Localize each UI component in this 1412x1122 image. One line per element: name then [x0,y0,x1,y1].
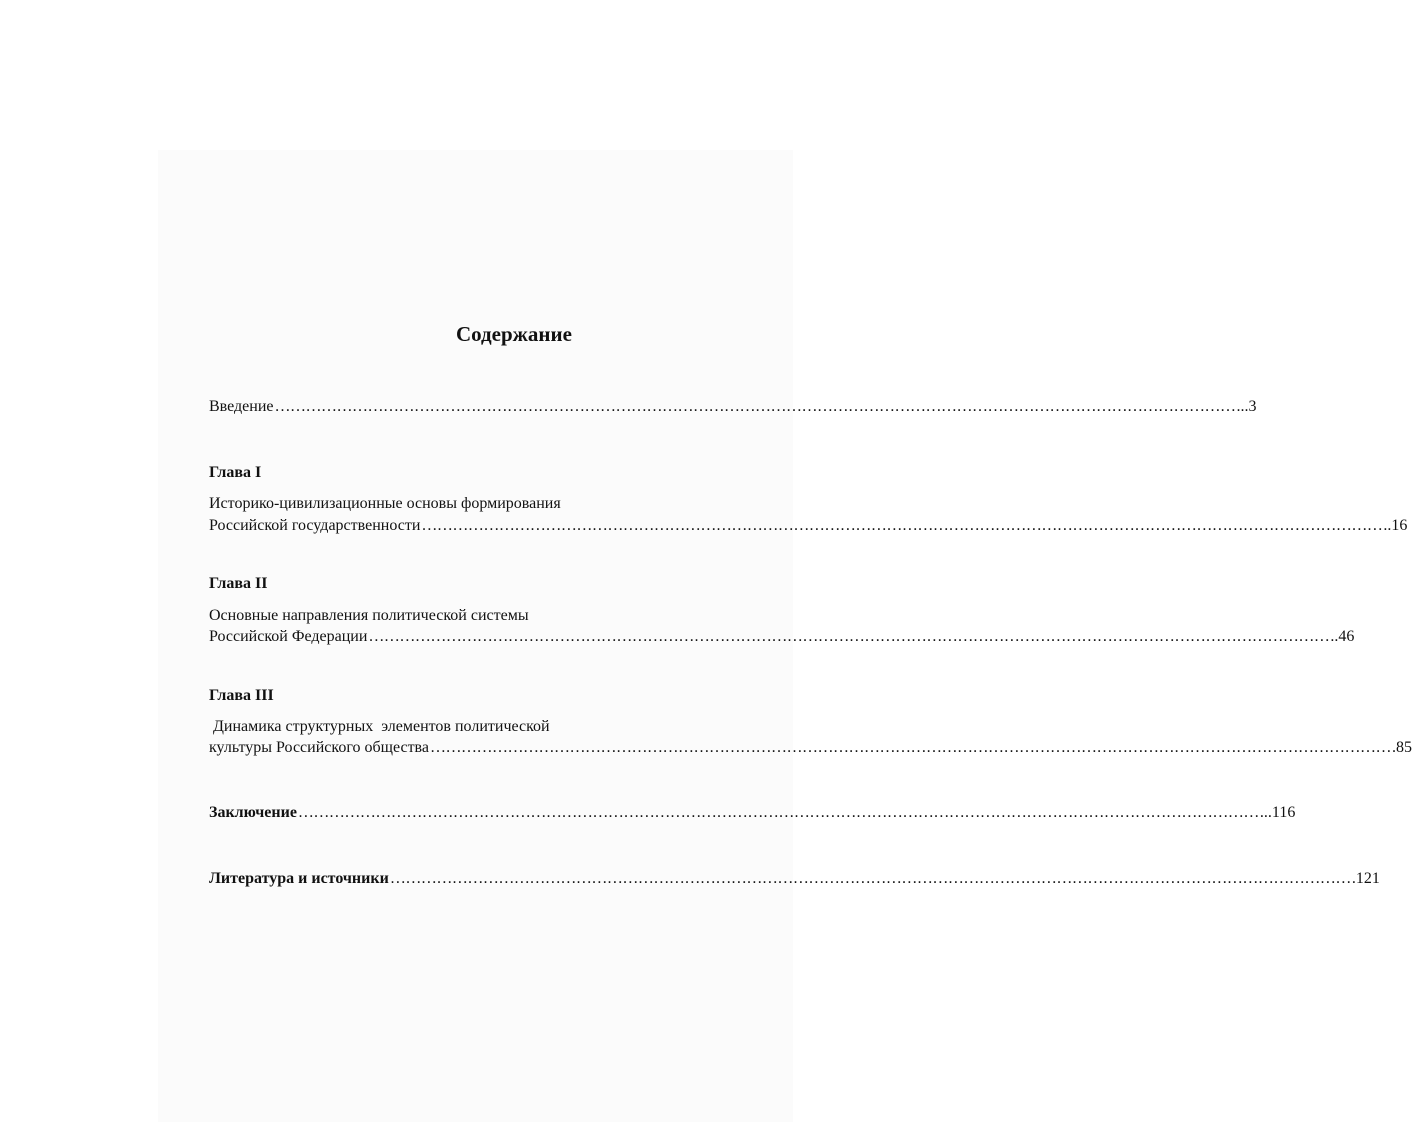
chapter1-title-line2: Российской государственности [209,517,421,534]
chapter2-page: ..46 [1330,628,1355,645]
dot-leader [430,737,1391,759]
chapter3-page: .85 [1392,739,1412,756]
dot-leader [390,868,1351,890]
dot-leader [298,802,1259,824]
dot-leader [368,626,1329,648]
chapter2-title-line1: Основные направления политической системы [209,607,529,624]
toc-entry-conclusion [209,802,1296,824]
chapter1-heading: Глава I [209,464,262,481]
toc-conclusion-page: ...116 [1259,804,1296,821]
toc-intro-page: ...3 [1236,398,1257,415]
toc-entry-chapter2 [209,626,1355,648]
dot-leader [421,515,1382,537]
toc-intro-label: Введение [209,398,274,415]
chapter3-title-line1: Динамика структурных элементов политической [209,718,550,735]
chapter3-heading: Глава III [209,687,274,704]
toc-conclusion-label: Заключение [209,804,297,821]
toc-entry-chapter1 [209,515,1408,537]
toc-entry-literature [209,868,1380,890]
table-of-contents [209,0,1412,1122]
page-title: Содержание [456,322,572,346]
toc-literature-label: Литература и источники [209,870,389,887]
chapter3-title-line2: культуры Российского общества [209,739,429,756]
toc-entry-chapter3 [209,737,1412,759]
chapter2-title-line2: Российской Федерации [209,628,368,645]
chapter1-title-line1: Историко-цивилизационные основы формирования [209,495,561,512]
chapter1-page: ..16 [1383,517,1408,534]
toc-literature-page: .121 [1351,870,1380,887]
chapter2-heading: Глава II [209,575,268,592]
toc-entry-intro [209,396,1257,418]
dot-leader [275,396,1236,418]
